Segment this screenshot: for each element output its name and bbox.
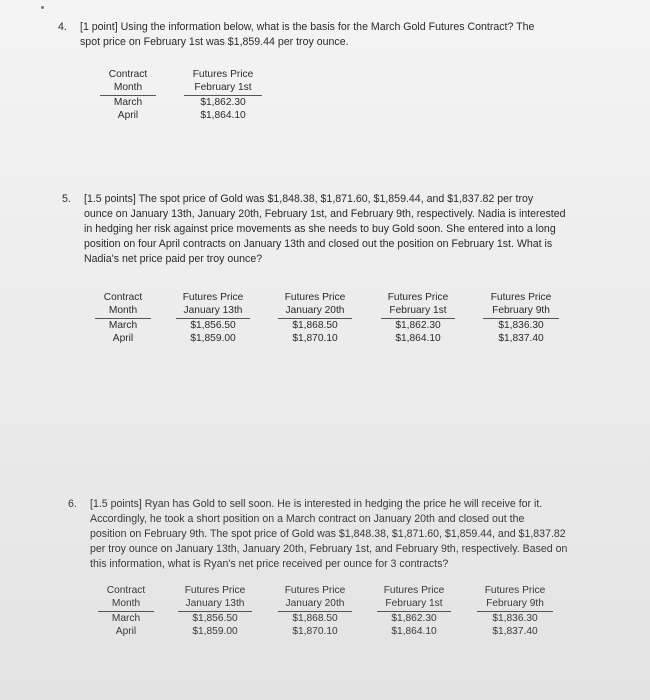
- table-cell: March: [108, 320, 138, 331]
- table-column: [184, 69, 262, 122]
- column-header: February 1st: [381, 305, 455, 320]
- question-text-line: [1 point] Using the information below, what is the basis for the March Gold Futures Contract? The: [80, 21, 535, 33]
- table-column: [381, 292, 455, 345]
- question-text-line: [1.5 points] Ryan has Gold to sell soon. He is interested in hedging the price he will receive for it.: [90, 498, 543, 510]
- column-header: Futures Price: [383, 585, 445, 596]
- table-cell: $1,859.00: [190, 332, 236, 344]
- question-text-line: Accordingly, he took a short position on a March contract on January 20th and closed out the: [90, 513, 525, 525]
- question-text-line: [1.5 points] The spot price of Gold was $1,848.38, $1,871.60, $1,859.44, and $1,837.82 per troy: [84, 193, 534, 205]
- table-cell: $1,870.10: [292, 625, 338, 637]
- table-column: [377, 585, 451, 638]
- column-header: January 13th: [178, 598, 252, 613]
- column-header: Futures Price: [387, 292, 449, 303]
- table-cell: $1,862.30: [200, 97, 246, 108]
- table-cell: $1,862.30: [395, 320, 441, 331]
- column-header: February 9th: [477, 598, 553, 613]
- table-cell: $1,864.10: [391, 625, 437, 637]
- column-header: Contract: [108, 69, 148, 80]
- table-column: [176, 292, 250, 345]
- table-cell: $1,868.50: [292, 320, 338, 331]
- question-text-line: per troy ounce on January 13th, January 20th, February 1st, and February 9th, respectively. Based on: [90, 543, 568, 555]
- table-cell: $1,859.00: [192, 625, 238, 637]
- column-header: January 20th: [278, 305, 352, 320]
- table-column: [483, 292, 559, 345]
- question-text-line: position on four April contracts on January 13th and closed out the position on February 1st. What is: [84, 238, 553, 250]
- table-column: [278, 292, 352, 345]
- column-header: Futures Price: [484, 585, 546, 596]
- question-text-line: this information, what is Ryan's net price received per ounce for 3 contracts?: [90, 558, 449, 570]
- column-header: Month: [95, 305, 151, 320]
- table-column: [477, 585, 553, 638]
- column-header: Contract: [106, 585, 146, 596]
- table-cell: April: [115, 625, 137, 637]
- column-header: Futures Price: [284, 292, 346, 303]
- table-column: [278, 585, 352, 638]
- question-number: 4.: [58, 21, 67, 33]
- page-mark: [41, 6, 44, 9]
- column-header: February 9th: [483, 305, 559, 320]
- column-header: Month: [98, 598, 154, 613]
- table-cell: $1,856.50: [192, 613, 238, 624]
- question-text-line: position on February 9th. The spot price of Gold was $1,848.38, $1,871.60, $1,859.44, and $1,837.82: [90, 528, 566, 540]
- table-cell: $1,864.10: [200, 109, 246, 121]
- column-header: February 1st: [184, 82, 262, 97]
- question-5: [62, 192, 624, 267]
- question-number: 6.: [68, 498, 77, 510]
- table-cell: $1,836.30: [498, 320, 544, 331]
- column-header: Contract: [103, 292, 143, 303]
- table-column: [98, 585, 154, 638]
- q5-table: [95, 292, 565, 362]
- table-cell: $1,837.40: [492, 625, 538, 637]
- table-column: [95, 292, 151, 345]
- column-header: Futures Price: [284, 585, 346, 596]
- question-text-line: Nadia's net price paid per troy ounce?: [84, 253, 263, 265]
- table-cell: $1,862.30: [391, 613, 437, 624]
- column-header: February 1st: [377, 598, 451, 613]
- column-header: Month: [100, 82, 156, 97]
- question-text-line: in hedging her risk against price movements as she needs to buy Gold soon. She entered into a long: [84, 223, 556, 235]
- column-header: Futures Price: [184, 585, 246, 596]
- table-cell: March: [111, 613, 141, 624]
- table-cell: $1,870.10: [292, 332, 338, 344]
- column-header: Futures Price: [182, 292, 244, 303]
- question-text-line: spot price on February 1st was $1,859.44 per troy ounce.: [80, 36, 349, 48]
- table-cell: March: [113, 97, 143, 108]
- column-header: January 13th: [176, 305, 250, 320]
- table-column: [178, 585, 252, 638]
- table-cell: April: [117, 109, 139, 121]
- table-cell: $1,864.10: [395, 332, 441, 344]
- question-4: [58, 20, 620, 50]
- table-column: [100, 69, 156, 122]
- table-cell: April: [112, 332, 134, 344]
- question-text-line: ounce on January 13th, January 20th, February 1st, and February 9th, respectively. Nadia is interested: [84, 208, 566, 220]
- question-6: [68, 497, 630, 572]
- q6-table: [98, 585, 578, 655]
- column-header: January 20th: [278, 598, 352, 613]
- q4-table: [100, 69, 270, 139]
- table-cell: $1,856.50: [190, 320, 236, 331]
- column-header: Futures Price: [192, 69, 254, 80]
- table-cell: $1,837.40: [498, 332, 544, 344]
- table-cell: $1,868.50: [292, 613, 338, 624]
- column-header: Futures Price: [490, 292, 552, 303]
- question-number: 5.: [62, 193, 71, 205]
- table-cell: $1,836.30: [492, 613, 538, 624]
